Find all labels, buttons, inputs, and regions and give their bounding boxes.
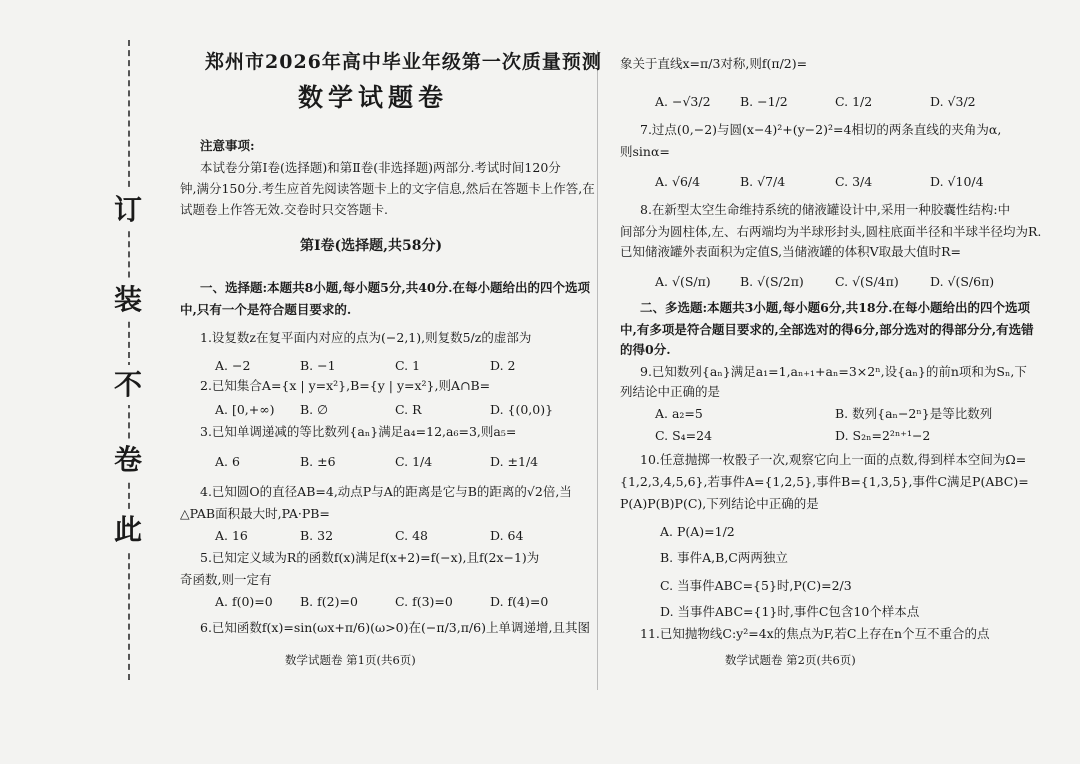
q7-stem: 则sinα= — [620, 144, 670, 159]
q9-option: C. S₄=24 — [655, 428, 713, 443]
q8-option: B. √(S/2π) — [740, 274, 804, 289]
q5-stem: 奇函数,则一定有 — [180, 572, 272, 587]
q8-option: D. √(S/6π) — [930, 274, 995, 289]
binding-char: 不 — [108, 365, 148, 405]
q10-stem: 10.任意抛掷一枚骰子一次,观察它向上一面的点数,得到样本空间为Ω= — [640, 452, 1027, 467]
q2-option: A. [0,+∞) — [215, 402, 275, 417]
q6-stem-cont: 象关于直线x=π/3对称,则f(π/2)= — [620, 56, 808, 71]
q5-option: C. f(3)=0 — [395, 594, 453, 609]
part2-intro: 中,有多项是符合题目要求的,全部选对的得6分,部分选对的得部分分,有选错 — [620, 322, 1034, 337]
q5-stem: 5.已知定义域为R的函数f(x)满足f(x+2)=f(−x),且f(2x−1)为 — [200, 550, 540, 565]
q3-option: B. ±6 — [300, 454, 336, 469]
q10-option: A. P(A)=1/2 — [660, 524, 735, 539]
q3-option: D. ±1/4 — [490, 454, 539, 469]
notes-heading: 注意事项: — [200, 138, 255, 153]
q3-option: A. 6 — [215, 454, 240, 469]
section-title: 第Ⅰ卷(选择题,共58分) — [300, 238, 443, 254]
q6-stem: 6.已知函数f(x)=sin(ωx+π/6)(ω>0)在(−π/3,π/6)上单调递增,且其图 — [200, 620, 590, 635]
q9-stem: 列结论中正确的是 — [620, 384, 721, 399]
q1-option: C. 1 — [395, 358, 421, 373]
q10-stem: {1,2,3,4,5,6},若事件A={1,2,5},事件B={1,3,5},事件C满足P(ABC)= — [620, 474, 1029, 489]
part1-intro: 一、选择题:本题共8小题,每小题5分,共40分.在每小题给出的四个选项 — [200, 280, 590, 295]
q5-option: B. f(2)=0 — [300, 594, 358, 609]
q9-option: B. 数列{aₙ−2ⁿ}是等比数列 — [835, 406, 993, 421]
binding-char: 卷 — [108, 440, 148, 480]
notes-line: 试题卷上作答无效.交卷时只交答题卡. — [180, 202, 388, 217]
q3-option: C. 1/4 — [395, 454, 433, 469]
q4-option: B. 32 — [300, 528, 334, 543]
notes-line: 本试卷分第Ⅰ卷(选择题)和第Ⅱ卷(非选择题)两部分.考试时间120分 — [200, 160, 561, 175]
q7-option: D. √10/4 — [930, 174, 984, 189]
q9-stem: 9.已知数列{aₙ}满足a₁=1,aₙ₊₁+aₙ=3×2ⁿ,设{aₙ}的前n项和为Sₙ,下 — [640, 364, 1027, 379]
page-footer: 数学试题卷 第1页(共6页) — [285, 653, 416, 667]
q8-stem: 8.在新型太空生命维持系统的储液罐设计中,采用一种胶囊性结构:中 — [640, 202, 1011, 217]
part2-intro: 的得0分. — [620, 342, 671, 357]
q6-option: C. 1/2 — [835, 94, 873, 109]
part2-intro: 二、多选题:本题共3小题,每小题6分,共18分.在每小题给出的四个选项 — [640, 300, 1030, 315]
q8-option: A. √(S/π) — [655, 274, 711, 289]
q2-option: C. R — [395, 402, 422, 417]
q7-option: C. 3/4 — [835, 174, 873, 189]
q10-stem: P(A)P(B)P(C),下列结论中正确的是 — [620, 496, 819, 511]
q10-option: C. 当事件ABC={5}时,P(C)=2/3 — [660, 578, 852, 593]
binding-char: 此 — [108, 510, 148, 550]
q7-option: A. √6/4 — [655, 174, 701, 189]
notes-line: 钟,满分150分.考生应首先阅读答题卡上的文字信息,然后在答题卡上作答,在 — [180, 181, 595, 196]
exam-subtitle: 数学试题卷 — [298, 83, 449, 112]
q3-stem: 3.已知单调递减的等比数列{aₙ}满足a₄=12,a₆=3,则a₅= — [200, 424, 517, 439]
q6-option: B. −1/2 — [740, 94, 788, 109]
q9-option: D. S₂ₙ=2²ⁿ⁺¹−2 — [835, 428, 931, 443]
q1-option: A. −2 — [215, 358, 251, 373]
q8-stem: 间部分为圆柱体,左、右两端均为半球形封头,圆柱底面半径和半球半径均为R. — [620, 224, 1042, 239]
q1-option: B. −1 — [300, 358, 336, 373]
binding-strip — [102, 40, 152, 680]
q2-option: B. ∅ — [300, 402, 329, 417]
q7-option: B. √7/4 — [740, 174, 786, 189]
q4-option: C. 48 — [395, 528, 428, 543]
page-footer: 数学试题卷 第2页(共6页) — [725, 653, 856, 667]
page-divider — [597, 50, 598, 690]
q1-option: D. 2 — [490, 358, 516, 373]
q10-option: B. 事件A,B,C两两独立 — [660, 550, 788, 565]
q2-stem: 2.已知集合A={x | y=x²},B={y | y=x²},则A∩B= — [200, 378, 491, 393]
q2-option: D. {(0,0)} — [490, 402, 554, 417]
binding-char: 订 — [108, 190, 148, 230]
q4-option: D. 64 — [490, 528, 524, 543]
q1-stem: 1.设复数z在复平面内对应的点为(−2,1),则复数5/z的虚部为 — [200, 330, 532, 345]
q11-stem: 11.已知抛物线C:y²=4x的焦点为F,若C上存在n个互不重合的点 — [640, 626, 990, 641]
binding-dashed-line — [128, 40, 130, 680]
q5-option: A. f(0)=0 — [215, 594, 273, 609]
q7-stem: 7.过点(0,−2)与圆(x−4)²+(y−2)²=4相切的两条直线的夹角为α, — [640, 122, 1002, 137]
q8-option: C. √(S/4π) — [835, 274, 899, 289]
q8-stem: 已知储液罐外表面积为定值S,当储液罐的体积V取最大值时R= — [620, 244, 962, 259]
exam-title: 郑州市2026年高中毕业年级第一次质量预测 — [205, 51, 602, 73]
q5-option: D. f(4)=0 — [490, 594, 549, 609]
q4-stem: △PAB面积最大时,PA·PB= — [180, 506, 330, 521]
q6-option: A. −√3/2 — [655, 94, 711, 109]
q4-stem: 4.已知圆O的直径AB=4,动点P与A的距离是它与B的距离的√2倍,当 — [200, 484, 572, 499]
q6-option: D. √3/2 — [930, 94, 976, 109]
binding-char: 装 — [108, 280, 148, 320]
q4-option: A. 16 — [215, 528, 248, 543]
q10-option: D. 当事件ABC={1}时,事件C包含10个样本点 — [660, 604, 920, 619]
part1-intro: 中,只有一个是符合题目要求的. — [180, 302, 352, 317]
q9-option: A. a₂=5 — [655, 406, 703, 421]
